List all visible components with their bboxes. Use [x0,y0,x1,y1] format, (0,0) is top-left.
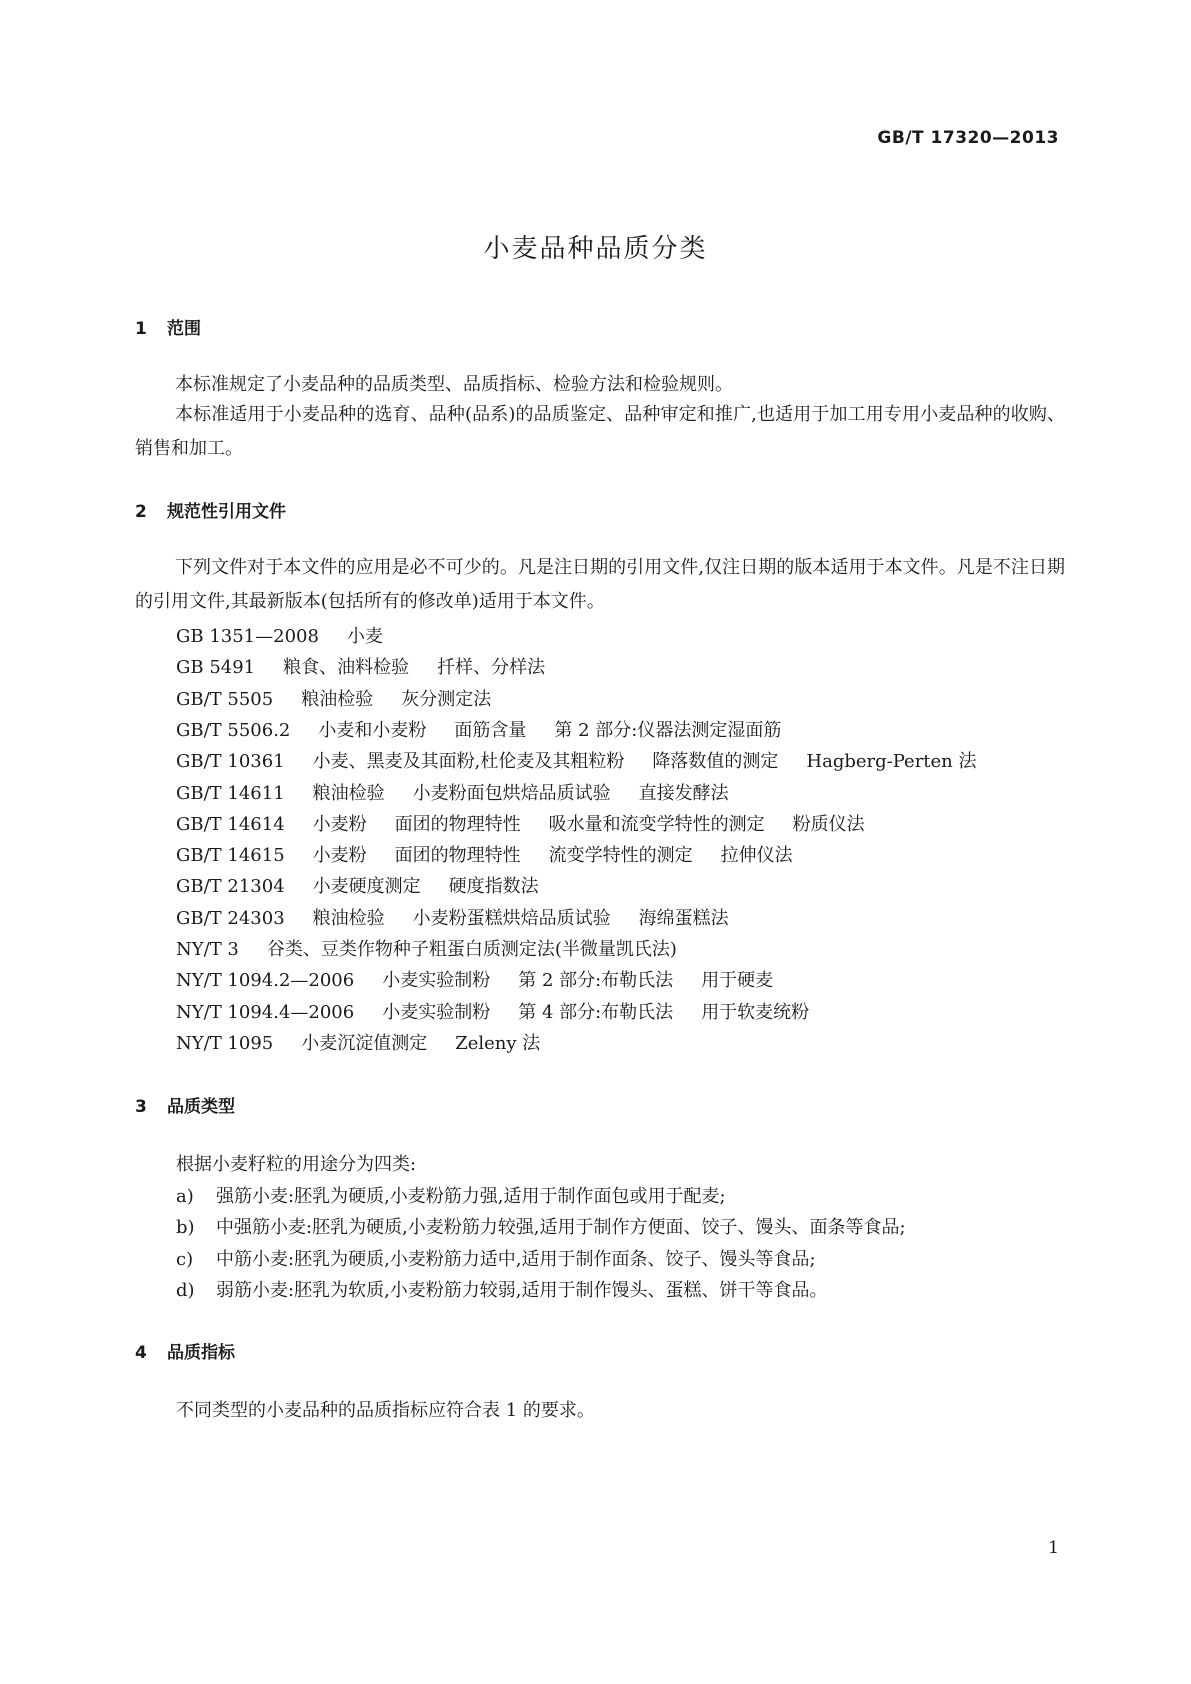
reference-item [176,716,781,742]
section-1-paragraph-1: 本标准规定了小麦品种的品质类型、品质指标、检验方法和检验规则。 [175,374,733,395]
reference-title-part: 面团的物理特性 [394,845,521,867]
reference-code: GB 5491 [176,657,256,679]
section-title: 品质类型 [167,1097,235,1117]
reference-title-part: 小麦硬度测定 [312,876,421,898]
reference-code: GB/T 10361 [176,751,285,773]
reference-title-part: 小麦 [346,626,383,647]
reference-title-part: 第 4 部分:布勒氏法 [518,1001,674,1023]
reference-item [176,998,809,1024]
reference-code: NY/T 3 [176,939,239,960]
section-2-heading [135,497,286,522]
reference-title-part: 扦样、分样法 [437,657,546,679]
reference-code: GB/T 14611 [176,782,285,804]
reference-title-part: 第 2 部分:布勒氏法 [518,970,674,992]
reference-title-part: Zeleny 法 [455,1032,541,1054]
quality-type-item [176,1245,816,1271]
reference-title-part: 灰分测定法 [401,688,492,710]
reference-title-part: 粮油检验 [312,782,385,804]
list-marker: d) [176,1279,195,1301]
reference-title-part: 粮油检验 [301,688,374,710]
reference-item [176,935,677,961]
reference-item [176,779,729,805]
document-title: 小麦品种品质分类 [483,234,708,264]
reference-code: NY/T 1094.4—2006 [176,1001,355,1023]
list-text: 强筋小麦:胚乳为硬质,小麦粉筋力强,适用于制作面包或用于配麦; [216,1186,726,1207]
reference-title-part: 用于硬麦 [701,970,774,992]
reference-item [176,653,545,679]
reference-title-part: Hagberg-Perten 法 [806,751,977,773]
reference-item [176,872,539,898]
reference-title-part: 直接发酵法 [638,782,729,804]
section-3-heading [135,1092,235,1117]
reference-title-part: 小麦沉淀值测定 [301,1032,428,1054]
quality-type-item [176,1276,828,1302]
reference-title-part: 硬度指数法 [448,876,539,898]
reference-title-part: 降落数值的测定 [652,751,779,773]
section-1-heading [135,314,201,339]
reference-title-part: 小麦实验制粉 [382,1001,491,1023]
section-title: 范围 [167,319,201,339]
reference-title-part: 小麦粉 [312,845,367,867]
reference-title-part: 小麦粉 [312,813,367,835]
reference-item [176,1029,540,1055]
section-number: 3 [135,1097,147,1117]
reference-title-part: 粮食、油料检验 [283,657,410,679]
reference-code: GB/T 14614 [176,813,285,835]
reference-title-part: 用于软麦统粉 [701,1001,810,1023]
reference-title-part: 吸水量和流变学特性的测定 [548,813,765,835]
reference-title-part: 面团的物理特性 [394,813,521,835]
reference-item [176,966,773,992]
standard-number: GB/T 17320—2013 [877,128,1059,148]
reference-code: GB/T 5506.2 [176,719,291,741]
section-number: 2 [135,502,147,522]
section-4-paragraph-1: 不同类型的小麦品种的品质指标应符合表 1 的要求。 [176,1400,595,1421]
reference-title-part: 小麦粉蛋糕烘焙品质试验 [412,907,611,929]
reference-code: GB/T 24303 [176,907,285,929]
section-3-intro: 根据小麦籽粒的用途分为四类: [176,1154,417,1175]
list-text: 中强筋小麦:胚乳为硬质,小麦粉筋力较强,适用于制作方便面、饺子、馒头、面条等食品; [216,1217,906,1239]
reference-title-part: 拉伸仪法 [720,845,793,867]
reference-title-part: 小麦实验制粉 [382,970,491,992]
section-2-intro: 下列文件对于本文件的应用是必不可少的。凡是注日期的引用文件,仅注日期的版本适用于本文件。凡是不注日期的引用文件,其最新版本(包括所有的修改单)适用于本文件。 [135,557,1065,612]
reference-title-part: 流变学特性的测定 [548,845,693,867]
reference-title-part: 粮油检验 [312,907,385,929]
reference-item [176,622,383,648]
section-title: 规范性引用文件 [167,502,286,522]
list-marker: b) [176,1217,195,1239]
reference-title-part: 谷类、豆类作物种子粗蛋白质测定法(半微量凯氏法) [266,939,677,960]
reference-title-part: 第 2 部分:仪器法测定湿面筋 [554,719,782,741]
reference-code: GB/T 14615 [176,845,285,867]
reference-title-part: 粉质仪法 [792,813,865,835]
reference-title-part: 小麦、黑麦及其面粉,杜伦麦及其粗粒粉 [312,751,625,773]
quality-type-item [176,1182,726,1208]
list-marker: a) [176,1186,194,1207]
section-4-heading [135,1338,235,1363]
reference-item [176,904,729,930]
reference-code: NY/T 1094.2—2006 [176,970,355,992]
list-marker: c) [176,1248,194,1270]
section-1-paragraph-2: 本标准适用于小麦品种的选育、品种(品系)的品质鉴定、品种审定和推广,也适用于加工用专用小麦品种的收购、销售和加工。 [135,404,1065,459]
list-text: 弱筋小麦:胚乳为软质,小麦粉筋力较弱,适用于制作馒头、蛋糕、饼干等食品。 [216,1279,828,1301]
reference-item [176,841,793,867]
reference-code: GB/T 5505 [176,688,274,710]
reference-title-part: 小麦粉面包烘焙品质试验 [412,782,611,804]
section-number: 4 [135,1343,147,1363]
list-text: 中筋小麦:胚乳为硬质,小麦粉筋力适中,适用于制作面条、饺子、馒头等食品; [216,1248,816,1270]
reference-code: GB/T 21304 [176,876,285,898]
quality-type-item [176,1213,906,1239]
reference-title-part: 面筋含量 [454,719,527,741]
reference-item [176,810,865,836]
reference-code: NY/T 1095 [176,1032,274,1054]
page-number: 1 [1048,1538,1059,1558]
reference-code: GB 1351—2008 [176,626,319,647]
reference-title-part: 海绵蛋糕法 [638,907,729,929]
section-title: 品质指标 [167,1343,235,1363]
section-number: 1 [135,319,147,339]
reference-item [176,747,977,773]
reference-title-part: 小麦和小麦粉 [318,719,427,741]
reference-item [176,685,491,711]
